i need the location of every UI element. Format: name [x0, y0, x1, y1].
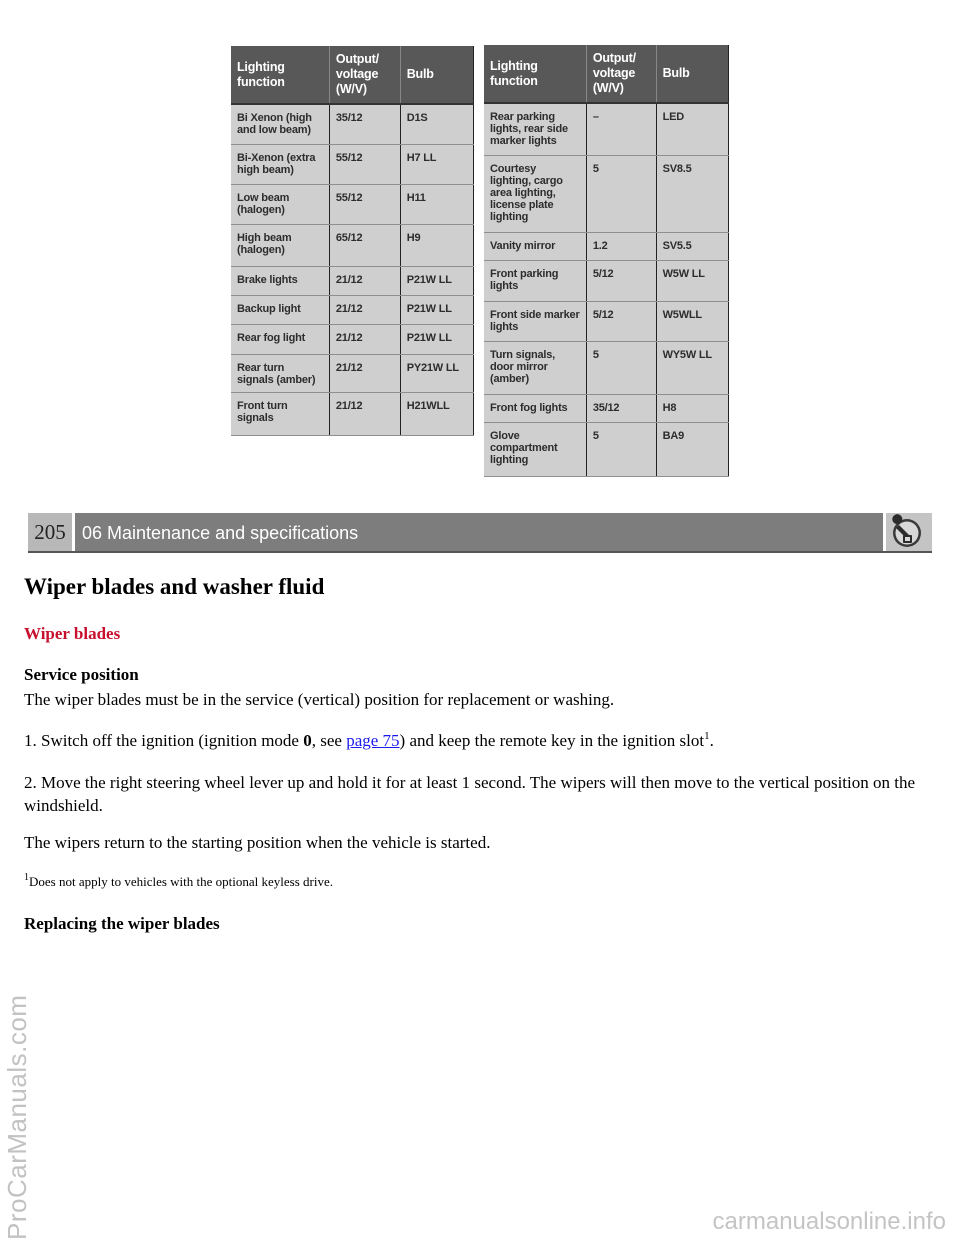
- table-cell: 5: [586, 341, 656, 394]
- table-cell: H11: [400, 184, 473, 224]
- subheading: Wiper blades: [24, 624, 121, 643]
- column-header: Output/ voltage (W/V): [586, 45, 656, 103]
- divider: [72, 513, 75, 551]
- step-1-text: .: [709, 731, 714, 750]
- table-row: [231, 324, 474, 354]
- table-cell: 35/12: [329, 104, 400, 144]
- table-row: [484, 103, 729, 155]
- table-cell: Brake lights: [231, 266, 329, 295]
- table-cell: 21/12: [329, 295, 400, 324]
- table-row: [231, 392, 474, 435]
- table-cell: H9: [400, 224, 473, 266]
- table-row: [231, 266, 474, 295]
- table-cell: 5: [586, 422, 656, 476]
- ignition-mode: 0: [303, 731, 312, 750]
- column-header: Lighting function: [231, 46, 329, 104]
- column-header: Bulb: [400, 46, 473, 104]
- table-cell: Low beam (halogen): [231, 184, 329, 224]
- footnote: [24, 874, 333, 890]
- table-cell: High beam (halogen): [231, 224, 329, 266]
- table-cell: Courtesy lighting, cargo area lighting, license plate lighting: [484, 155, 586, 232]
- section-header-bar: [28, 513, 932, 553]
- table-cell: 35/12: [586, 394, 656, 422]
- table-header-row: [231, 46, 474, 104]
- table-cell: 21/12: [329, 324, 400, 354]
- bulb-table-left: [231, 46, 474, 436]
- service-text: The wiper blades must be in the service (vertical) position for replacement or washing.: [24, 690, 615, 709]
- wrench-icon: [883, 513, 932, 551]
- footnote-ref: 1: [704, 730, 710, 742]
- side-watermark: ProCarManuals.com: [2, 994, 32, 1240]
- section-title: 06 Maintenance and specifications: [82, 523, 359, 543]
- table-cell: SV8.5: [656, 155, 728, 232]
- table-cell: D1S: [400, 104, 473, 144]
- table-row: [231, 104, 474, 144]
- table-row: [231, 184, 474, 224]
- table-cell: Front side marker lights: [484, 301, 586, 341]
- table-cell: Bi Xenon (high and low beam): [231, 104, 329, 144]
- table-cell: 55/12: [329, 184, 400, 224]
- table-cell: 21/12: [329, 266, 400, 295]
- table-cell: SV5.5: [656, 232, 728, 260]
- table-cell: H8: [656, 394, 728, 422]
- table-row: [484, 301, 729, 341]
- step-2: 2. Move the right steering wheel lever up and hold it for at least 1 second. The wipers will then move to the vertical position on the windshield.: [24, 773, 916, 815]
- table-cell: Backup light: [231, 295, 329, 324]
- table-cell: 21/12: [329, 354, 400, 392]
- table-cell: P21W LL: [400, 324, 473, 354]
- table-cell: Rear fog light: [231, 324, 329, 354]
- page-number: 205: [28, 513, 72, 551]
- table-cell: WY5W LL: [656, 341, 728, 394]
- table-row: [231, 144, 474, 184]
- bulb-table-right: [484, 45, 729, 477]
- table-cell: Vanity mirror: [484, 232, 586, 260]
- table-cell: Front fog lights: [484, 394, 586, 422]
- return-text: The wipers return to the starting position when the vehicle is started.: [24, 833, 491, 852]
- table-cell: P21W LL: [400, 266, 473, 295]
- table-cell: Front parking lights: [484, 260, 586, 301]
- table-row: [484, 422, 729, 476]
- table-row: [484, 232, 729, 260]
- footnote-text: Does not apply to vehicles with the optional keyless drive.: [29, 874, 333, 889]
- table-cell: LED: [656, 103, 728, 155]
- table-cell: 5/12: [586, 260, 656, 301]
- table-cell: Rear parking lights, rear side marker lights: [484, 103, 586, 155]
- page-75-link[interactable]: page 75: [346, 731, 400, 750]
- table-cell: Rear turn signals (amber): [231, 354, 329, 392]
- table-row: [484, 394, 729, 422]
- table-cell: Bi-Xenon (extra high beam): [231, 144, 329, 184]
- table-cell: 21/12: [329, 392, 400, 435]
- table-row: [484, 260, 729, 301]
- table-cell: Glove compartment lighting: [484, 422, 586, 476]
- table-cell: W5WLL: [656, 301, 728, 341]
- table-cell: H7 LL: [400, 144, 473, 184]
- table-row: [231, 224, 474, 266]
- column-header: Bulb: [656, 45, 728, 103]
- table-header-row: [484, 45, 729, 103]
- step-1: [24, 729, 924, 752]
- table-cell: 55/12: [329, 144, 400, 184]
- table-row: [231, 295, 474, 324]
- table-cell: W5W LL: [656, 260, 728, 301]
- table-cell: H21WLL: [400, 392, 473, 435]
- table-cell: P21W LL: [400, 295, 473, 324]
- column-header: Output/ voltage (W/V): [329, 46, 400, 104]
- table-cell: 1.2: [586, 232, 656, 260]
- table-cell: BA9: [656, 422, 728, 476]
- table-cell: Turn signals, door mirror (amber): [484, 341, 586, 394]
- step-1-text: ) and keep the remote key in the ignition slot: [399, 731, 705, 750]
- table-row: [484, 341, 729, 394]
- table-cell: 5: [586, 155, 656, 232]
- step-1-text: , see: [311, 731, 347, 750]
- table-row: [484, 155, 729, 232]
- step-1-text: 1. Switch off the ignition (ignition mode: [24, 731, 304, 750]
- table-cell: 65/12: [329, 224, 400, 266]
- replacing-title: Replacing the wiper blades: [24, 914, 220, 933]
- table-cell: PY21W LL: [400, 354, 473, 392]
- table-cell: 5/12: [586, 301, 656, 341]
- bottom-watermark: carmanualsonline.info: [712, 1208, 946, 1235]
- page-heading: Wiper blades and washer fluid: [24, 574, 325, 599]
- table-cell: Front turn signals: [231, 392, 329, 435]
- table-row: [231, 354, 474, 392]
- column-header: Lighting function: [484, 45, 586, 103]
- table-cell: –: [586, 103, 656, 155]
- service-position-title: Service position: [24, 665, 139, 684]
- footnote-marker: 1: [24, 872, 29, 883]
